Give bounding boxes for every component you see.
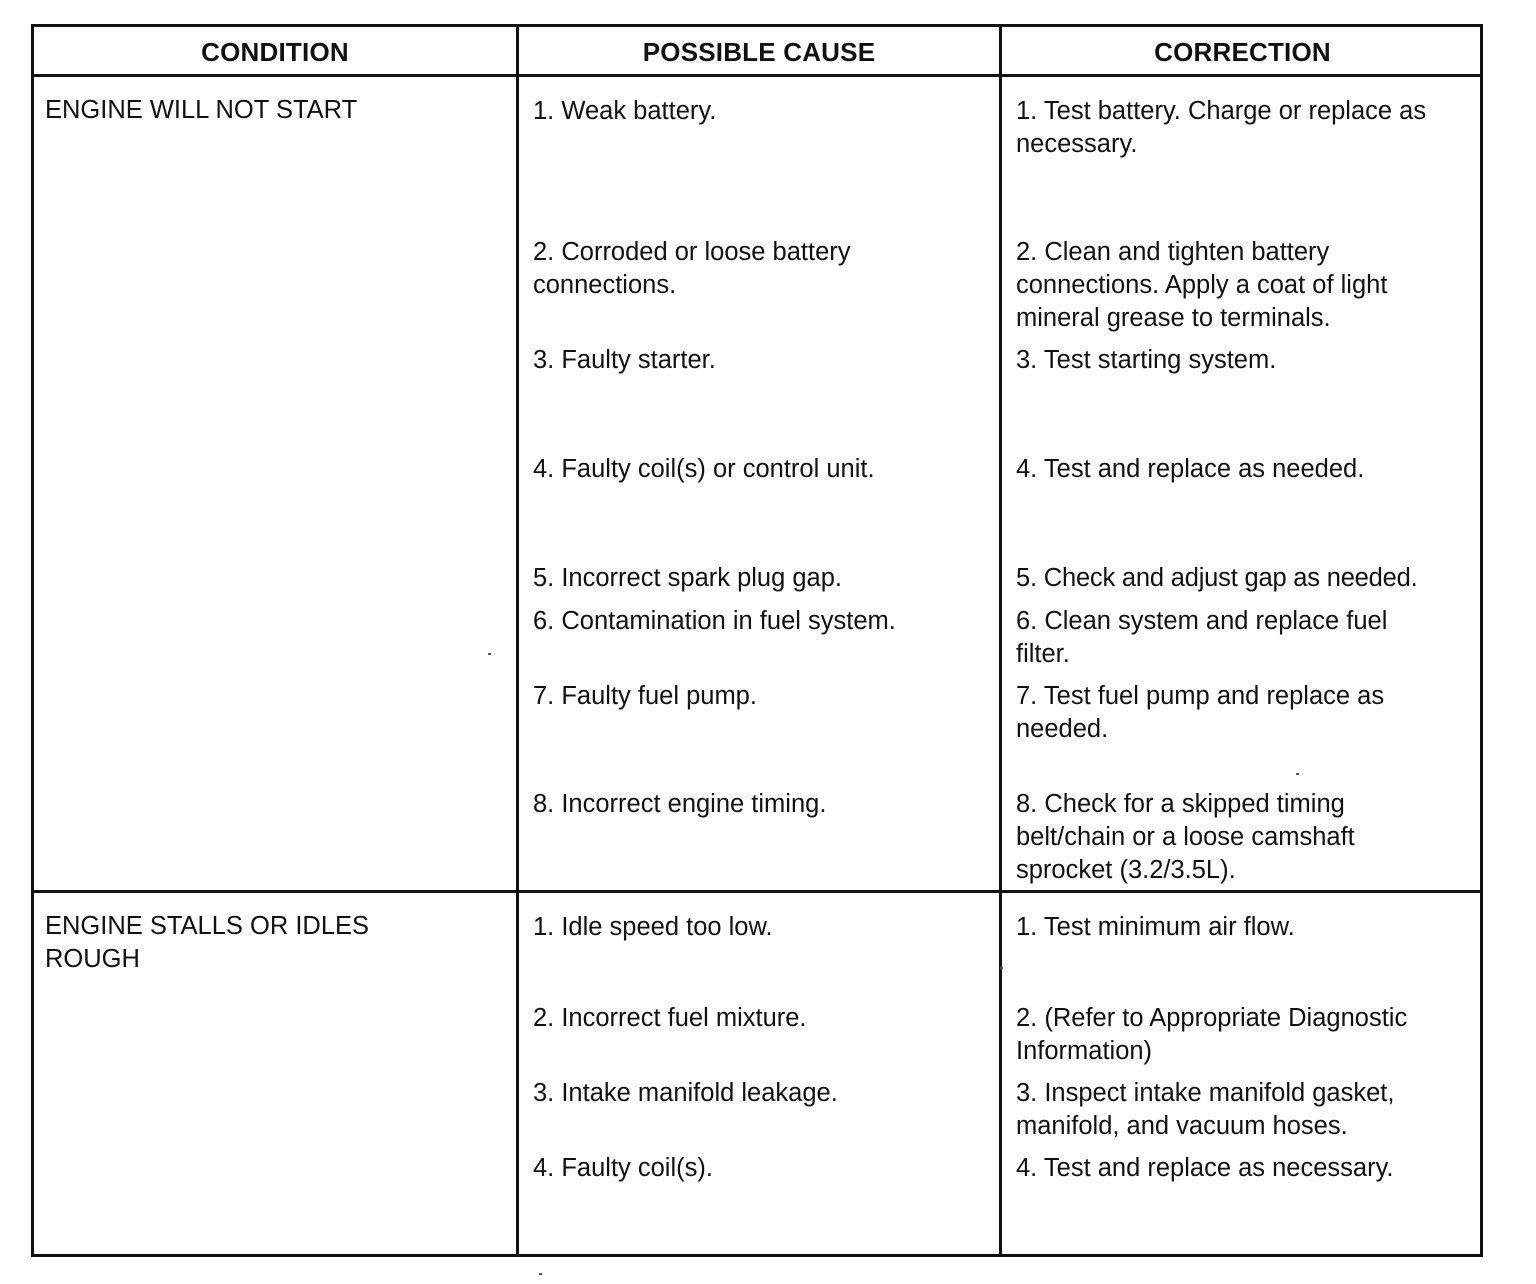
correction-cell: 3. Inspect intake manifold gasket, manifold, and vacuum hoses. <box>1016 1079 1395 1140</box>
cause-cell: 3. Faulty starter. <box>533 346 716 374</box>
cause-cell: 1. Weak battery. <box>533 97 717 125</box>
column-divider-2 <box>999 27 1002 1254</box>
correction-cell: 4. Test and replace as necessary. <box>1016 1154 1394 1182</box>
header-possible-cause: POSSIBLE CAUSE <box>642 37 876 67</box>
correction-cell: 7. Test fuel pump and replace as needed. <box>1016 682 1385 743</box>
diagnosis-table <box>31 24 1483 1257</box>
condition-engine-stalls-or-idles-rough: ENGINE STALLS OR IDLES ROUGH <box>45 912 370 973</box>
correction-cell: 2. (Refer to Appropriate Diagnostic Information) <box>1016 1004 1408 1065</box>
header-correction: CORRECTION <box>1154 37 1331 67</box>
scan-speck <box>488 653 491 655</box>
column-divider-1 <box>516 27 519 1254</box>
header-condition: CONDITION <box>201 37 349 67</box>
correction-cell: 8. Check for a skipped timing belt/chain or a loose camshaft sprocket (3.2/3.5L). <box>1016 790 1355 884</box>
correction-cell: 1. Test battery. Charge or replace as necessary. <box>1016 97 1427 158</box>
correction-cell: 5. Check and adjust gap as needed. <box>1016 564 1418 592</box>
cause-cell: 4. Faulty coil(s) or control unit. <box>533 455 875 483</box>
scan-speck <box>1296 773 1299 775</box>
correction-cell: 4. Test and replace as needed. <box>1016 455 1365 483</box>
section-divider <box>34 890 1480 893</box>
correction-cell: 2. Clean and tighten battery connections. Apply a coat of light mineral grease to terminals. <box>1016 238 1388 332</box>
cause-cell: 8. Incorrect engine timing. <box>533 790 827 818</box>
cause-cell: 5. Incorrect spark plug gap. <box>533 564 843 592</box>
scan-speck <box>1000 967 1003 969</box>
correction-cell: 6. Clean system and replace fuel filter. <box>1016 607 1388 668</box>
cause-cell: 1. Idle speed too low. <box>533 913 773 941</box>
cause-cell: 7. Faulty fuel pump. <box>533 682 757 710</box>
correction-cell: 1. Test minimum air flow. <box>1016 913 1295 941</box>
cause-cell: 2. Incorrect fuel mixture. <box>533 1004 807 1032</box>
cause-cell: 2. Corroded or loose battery connections. <box>533 238 851 299</box>
condition-engine-will-not-start: ENGINE WILL NOT START <box>45 96 358 124</box>
cause-cell: 3. Intake manifold leakage. <box>533 1079 838 1107</box>
correction-cell: 3. Test starting system. <box>1016 346 1277 374</box>
cause-cell: 6. Contamination in fuel system. <box>533 607 896 635</box>
cause-cell: 4. Faulty coil(s). <box>533 1154 713 1182</box>
scan-speck <box>539 1273 542 1275</box>
